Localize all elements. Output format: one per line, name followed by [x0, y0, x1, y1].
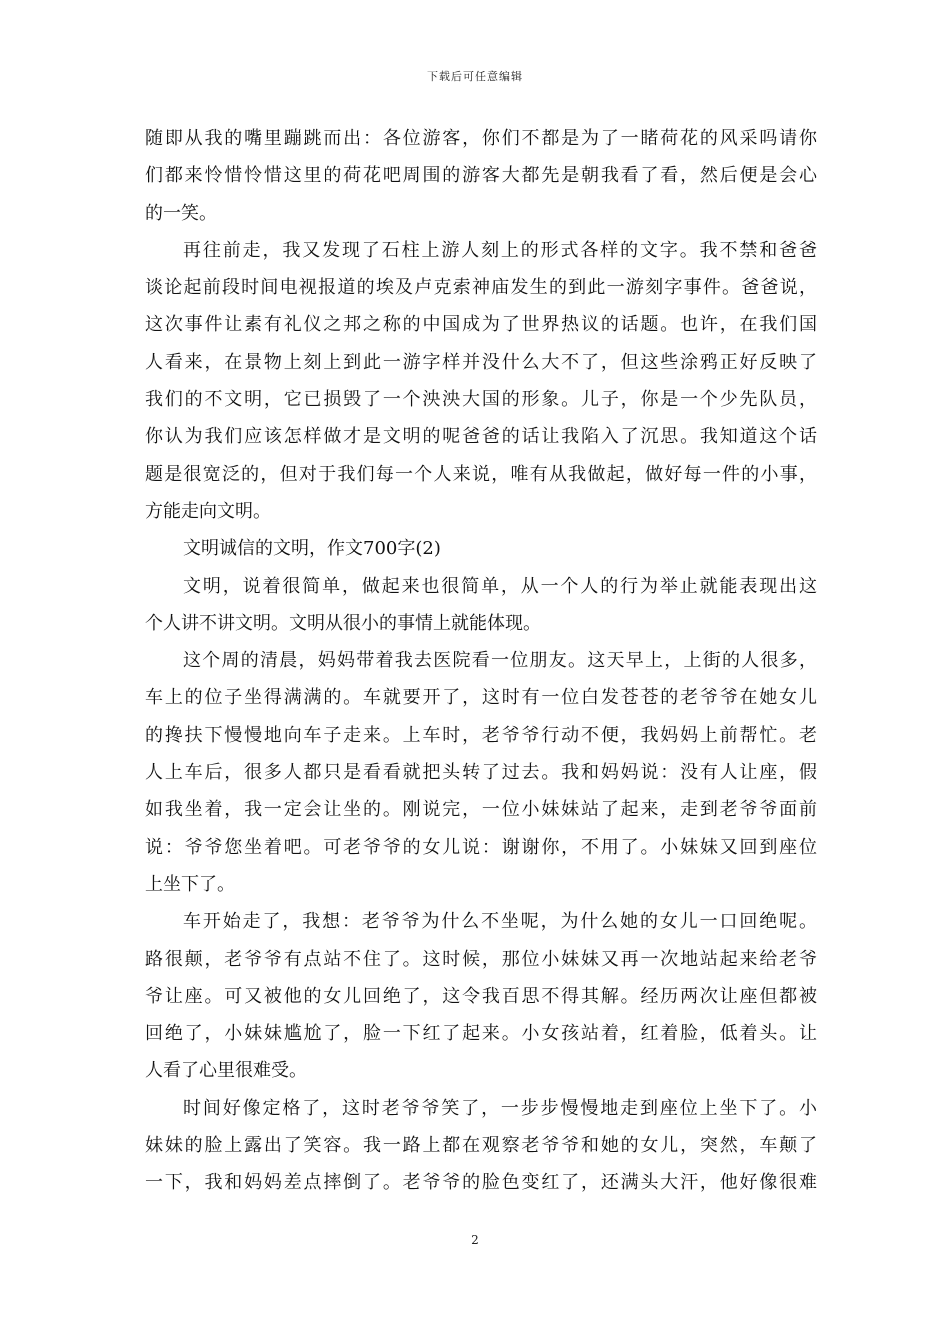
text-line: 妹妹的脸上露出了笑容。我一路上都在观察老爷爷和她的女儿，突然，车颠了 [145, 1135, 817, 1157]
paragraph-first-line: 再往前走，我又发现了石柱上游人刻上的形式各样的文字。我不禁和爸爸 [183, 239, 817, 261]
text-line: 方能走向文明。 [145, 500, 271, 522]
page-number: 2 [471, 1233, 479, 1247]
text-line: 个人讲不讲文明。文明从很小的事情上就能体现。 [145, 612, 541, 634]
text-line: 的搀扶下慢慢地向车子走来。上车时，老爷爷行动不便，我妈妈上前帮忙。老 [145, 724, 817, 746]
text-line: 们都来怜惜怜惜这里的荷花吧周围的游客大都先是朝我看了看，然后便是会心 [145, 165, 817, 187]
section-title: 文明诚信的文明，作文700字(2) [183, 538, 441, 560]
text-line: 回绝了，小妹妹尴尬了，脸一下红了起来。小女孩站着，红着脸，低着头。让 [145, 1023, 817, 1045]
text-line: 上坐下了。 [145, 873, 235, 895]
text-line: 人看了心里很难受。 [145, 1060, 307, 1082]
text-line: 这次事件让素有礼仪之邦之称的中国成为了世界热议的话题。也许，在我们国 [145, 314, 817, 336]
text-line: 你认为我们应该怎样做才是文明的呢爸爸的话让我陷入了沉思。我知道这个话 [145, 426, 817, 448]
text-line: 的一笑。 [145, 202, 217, 224]
text-line: 爷让座。可又被他的女儿回绝了，这令我百思不得其解。经历两次让座但都被 [145, 985, 817, 1007]
paragraph-first-line: 时间好像定格了，这时老爷爷笑了，一步步慢慢地走到座位上坐下了。小 [183, 1097, 817, 1119]
text-line: 一下，我和妈妈差点摔倒了。老爷爷的脸色变红了，还满头大汗，他好像很难 [145, 1172, 817, 1194]
text-line: 车上的位子坐得满满的。车就要开了，这时有一位白发苍苍的老爷爷在她女儿 [145, 687, 817, 709]
text-line: 谈论起前段时间电视报道的埃及卢克索神庙发生的到此一游刻字事件。爸爸说， [145, 277, 817, 299]
page-header: 下载后可任意编辑 [427, 70, 523, 83]
text-line: 人看来，在景物上刻上到此一游字样并没什么大不了，但这些涂鸦正好反映了 [145, 351, 817, 373]
paragraph-first-line: 这个周的清晨，妈妈带着我去医院看一位朋友。这天早上，上街的人很多， [183, 650, 817, 672]
text-line: 说：爷爷您坐着吧。可老爷爷的女儿说：谢谢你，不用了。小妹妹又回到座位 [145, 836, 817, 858]
text-line: 路很颠，老爷爷有点站不住了。这时候，那位小妹妹又再一次地站起来给老爷 [145, 948, 817, 970]
text-line: 题是很宽泛的，但对于我们每一个人来说，唯有从我做起，做好每一件的小事， [145, 463, 817, 485]
text-line: 如我坐着，我一定会让坐的。刚说完，一位小妹妹站了起来，走到老爷爷面前 [145, 799, 817, 821]
paragraph-first-line: 文明，说着很简单，做起来也很简单，从一个人的行为举止就能表现出这 [183, 575, 817, 597]
text-line: 随即从我的嘴里蹦跳而出：各位游客，你们不都是为了一睹荷花的风采吗请你 [145, 128, 817, 149]
text-line: 我们的不文明，它已损毁了一个泱泱大国的形象。儿子，你是一个少先队员， [145, 389, 817, 411]
paragraph-first-line: 车开始走了，我想：老爷爷为什么不坐呢，为什么她的女儿一口回绝呢。 [183, 911, 817, 933]
text-line: 人上车后，很多人都只是看看就把头转了过去。我和妈妈说：没有人让座，假 [145, 762, 817, 784]
document-body [145, 120, 817, 1202]
